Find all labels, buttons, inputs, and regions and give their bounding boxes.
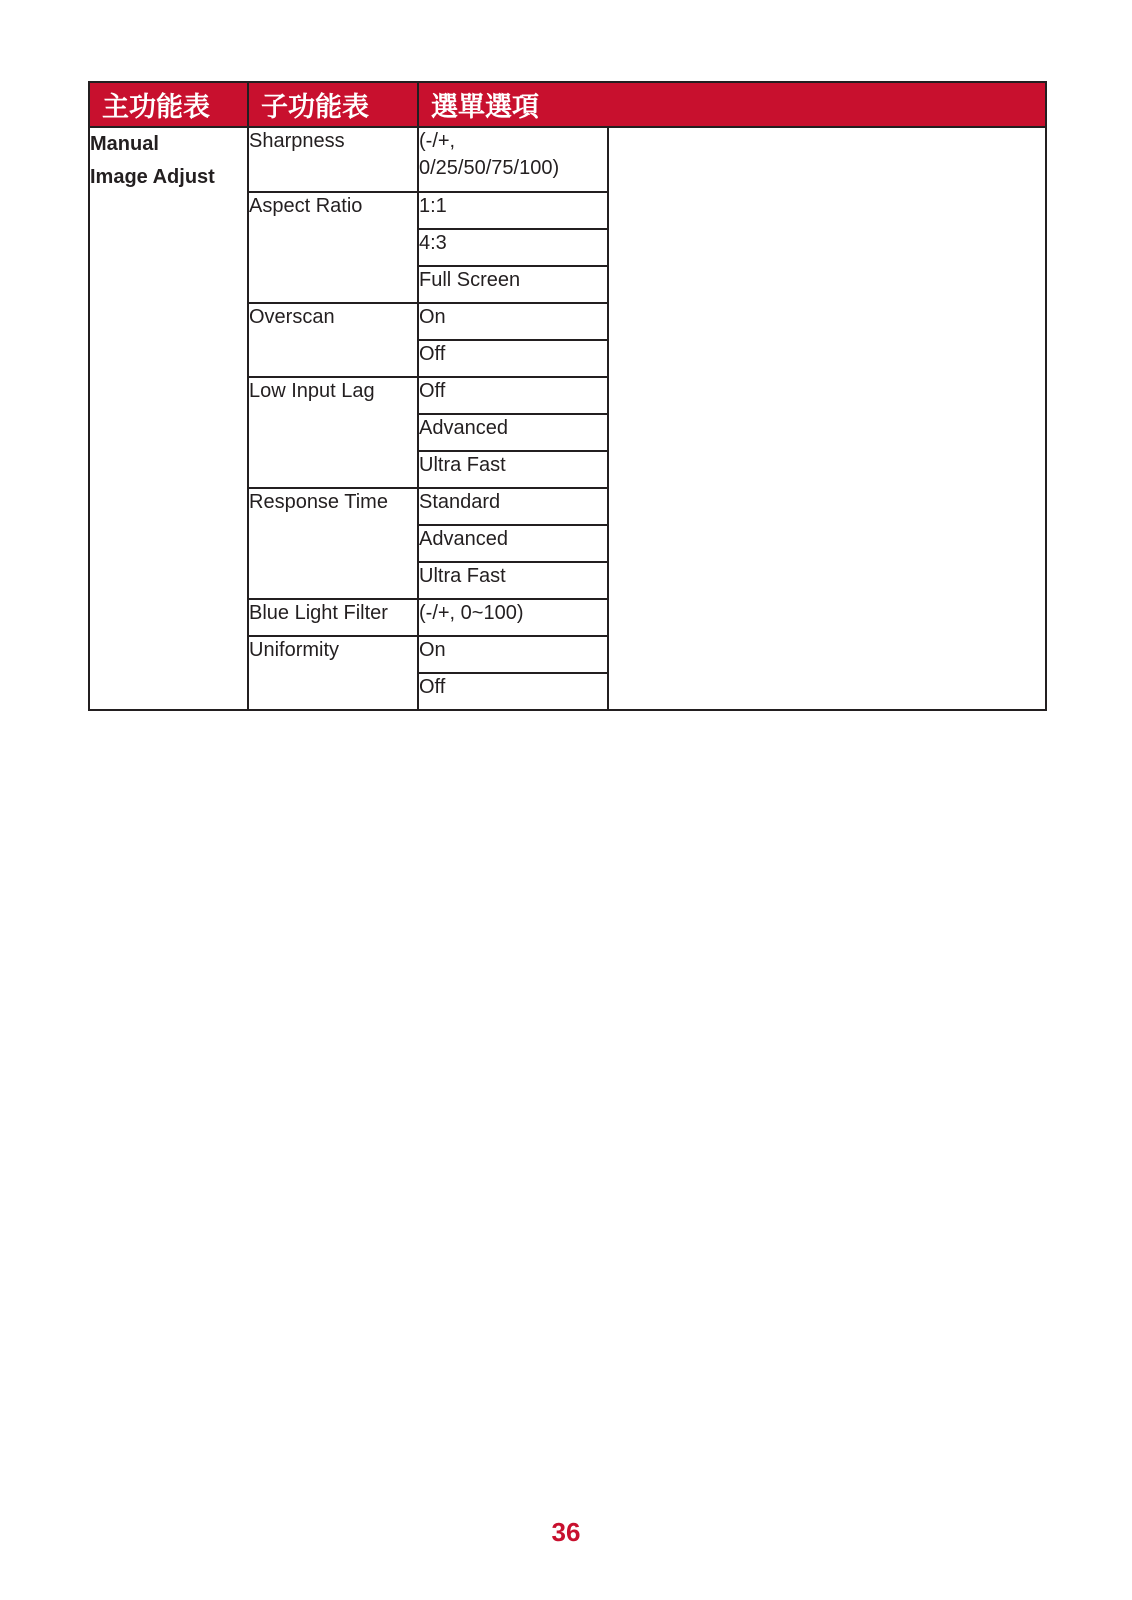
option-cell: 1:1	[418, 192, 608, 229]
blank-column	[608, 127, 1046, 710]
main-menu-line: Manual	[90, 133, 159, 155]
option-cell: Off	[418, 673, 608, 710]
option-cell: Ultra Fast	[418, 451, 608, 488]
option-cell: On	[418, 636, 608, 673]
option-cell: Ultra Fast	[418, 562, 608, 599]
option-line: (-/+,	[419, 130, 456, 152]
option-cell: (-/+, 0~100)	[418, 599, 608, 636]
page-number: 36	[551, 1517, 581, 1547]
option-cell: Standard	[418, 488, 608, 525]
submenu-aspect-ratio: Aspect Ratio	[248, 192, 418, 303]
option-cell: Full Screen	[418, 266, 608, 303]
menu-table	[88, 81, 1047, 711]
option-line: 0/25/50/75/100)	[419, 157, 560, 179]
option-cell: On	[418, 303, 608, 340]
main-menu-cell	[89, 127, 248, 710]
option-cell: Advanced	[418, 414, 608, 451]
table-row	[89, 127, 1046, 192]
option-cell: Advanced	[418, 525, 608, 562]
header-main-menu: 主功能表	[89, 82, 248, 127]
option-cell: 4:3	[418, 229, 608, 266]
submenu-response-time: Response Time	[248, 488, 418, 599]
submenu-low-input-lag: Low Input Lag	[248, 377, 418, 488]
submenu-overscan: Overscan	[248, 303, 418, 377]
header-sub-menu: 子功能表	[248, 82, 418, 127]
submenu-sharpness: Sharpness	[248, 127, 418, 192]
table-header-row	[89, 82, 1046, 127]
option-cell	[418, 127, 608, 192]
main-menu-line: Image Adjust	[90, 166, 215, 188]
option-cell: Off	[418, 340, 608, 377]
submenu-uniformity: Uniformity	[248, 636, 418, 710]
option-cell: Off	[418, 377, 608, 414]
header-menu-option: 選單選項	[418, 82, 1046, 127]
submenu-blue-light-filter: Blue Light Filter	[248, 599, 418, 636]
